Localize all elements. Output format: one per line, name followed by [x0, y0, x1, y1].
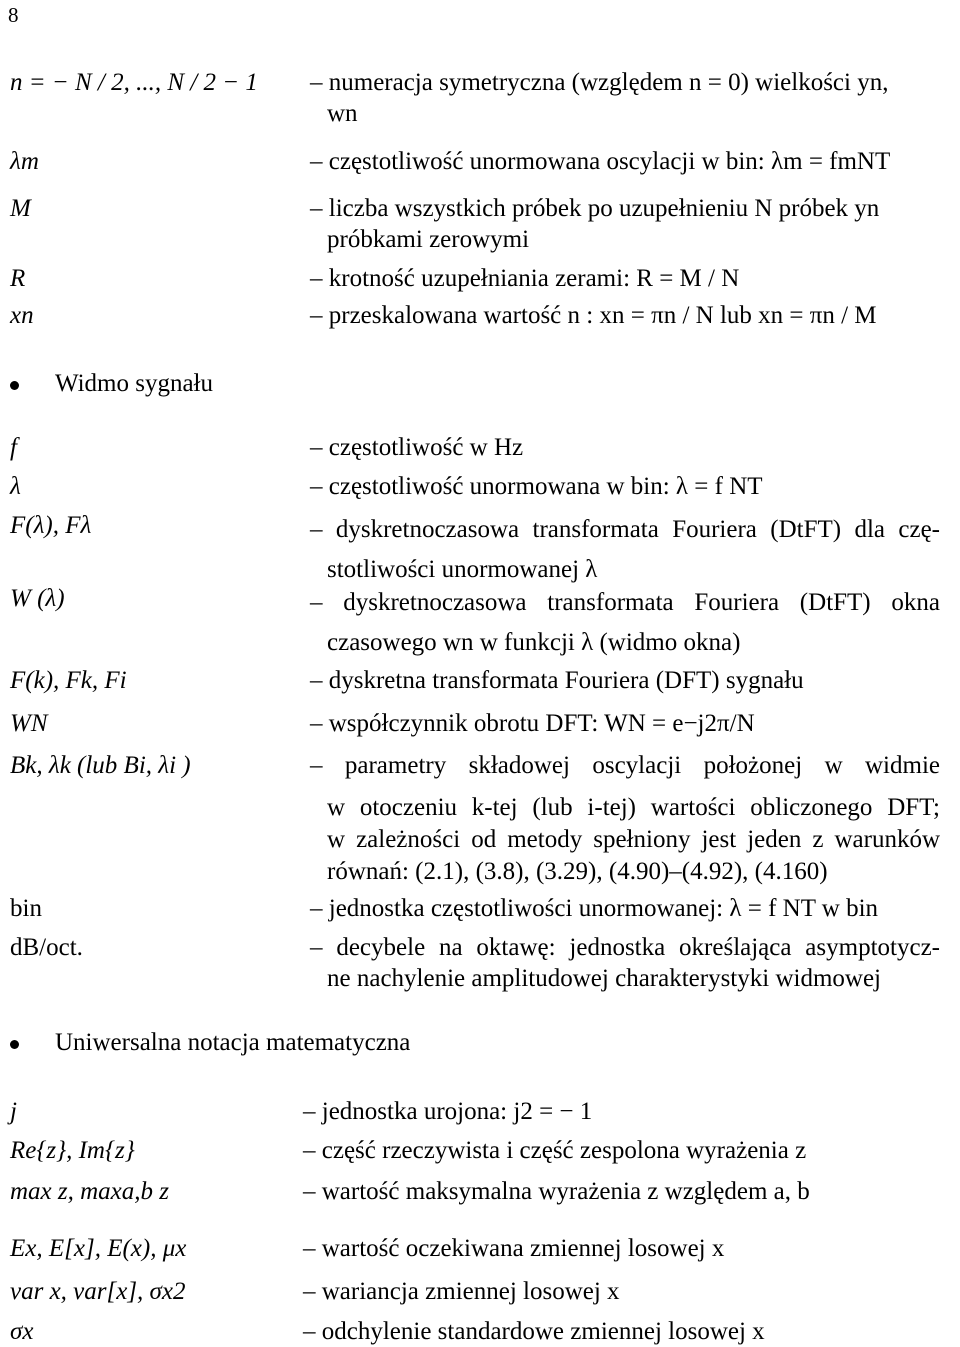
description	[310, 708, 940, 739]
symbol: n = − N / 2, ..., N / 2 − 1	[10, 69, 258, 96]
description	[310, 432, 940, 463]
description-line: – decybele na oktawę: jednostka określająca asymptotycz-	[310, 934, 940, 961]
symbol: λm	[10, 148, 39, 175]
description-line: – jednostka częstotliwości unormowanej: λ = f NT w bin	[310, 895, 879, 922]
symbol: F(k), Fk, Fi	[10, 667, 127, 694]
description-line: – dyskretnoczasowa transformata Fouriera (DtFT) dla czę-	[310, 516, 940, 543]
description	[303, 1176, 940, 1207]
description-line: stotliwości unormowanej λ	[327, 556, 598, 583]
description-line: w otoczeniu k-tej (lub i-tej) wartości obliczonego DFT;	[327, 794, 940, 821]
section-title: Widmo sygnału	[55, 370, 214, 397]
description	[303, 1233, 940, 1264]
description	[303, 1135, 940, 1166]
symbol: W (λ)	[10, 585, 65, 612]
symbol: M	[10, 195, 31, 222]
description-line: – dyskretnoczasowa transformata Fouriera (DtFT) okna	[310, 589, 940, 616]
description-line: próbkami zerowymi	[327, 226, 530, 254]
section-title: Uniwersalna notacja matematyczna	[55, 1029, 411, 1056]
description	[303, 1316, 940, 1347]
symbol: xn	[10, 302, 34, 329]
description-line: – odchylenie standardowe zmiennej losowej x	[303, 1318, 765, 1345]
symbol: var x, var[x], σx2	[10, 1278, 186, 1305]
description-line: – jednostka urojona: j2 = − 1	[303, 1098, 593, 1125]
description-line: wn	[327, 100, 358, 128]
description-line: równań: (2.1), (3.8), (3.29), (4.90)–(4.92), (4.160)	[327, 858, 828, 885]
description-line: – wariancja zmiennej losowej x	[303, 1278, 620, 1305]
symbol: j	[10, 1098, 17, 1125]
description-line: ne nachylenie amplitudowej charakterystyki widmowej	[327, 965, 881, 992]
description-line: – krotność uzupełniania zerami: R = M / N	[310, 265, 740, 292]
description	[310, 67, 940, 130]
symbol: max z, maxa,b z	[10, 1178, 170, 1205]
description-line: – wartość oczekiwana zmiennej losowej x	[303, 1235, 725, 1262]
symbol: dB/oct.	[10, 934, 83, 961]
description-line: czasowego wn w funkcji λ (widmo okna)	[327, 629, 741, 656]
description	[310, 471, 940, 502]
description	[310, 893, 940, 924]
symbol: F(λ), Fλ	[10, 512, 92, 539]
description-line: – część rzeczywista i część zespolona wyrażenia z	[303, 1137, 807, 1164]
description-line: – numeracja symetryczna (względem n = 0) wielkości yn,	[310, 69, 889, 96]
symbol: Ex, E[x], E(x), μx	[10, 1235, 187, 1262]
description	[310, 146, 940, 177]
description	[303, 1276, 940, 1307]
page-number: 8	[8, 3, 19, 27]
description-line: – częstotliwość unormowana w bin: λ = f NT	[310, 473, 763, 500]
description	[310, 263, 940, 294]
description-line: – dyskretna transformata Fouriera (DFT) sygnału	[310, 667, 804, 694]
symbol: λ	[10, 473, 21, 500]
description-line: – parametry składowej oscylacji położonej w widmie	[310, 752, 940, 779]
section-heading	[10, 368, 213, 399]
bullet-icon	[10, 381, 19, 390]
description	[310, 510, 940, 590]
description	[310, 750, 940, 888]
description	[310, 665, 940, 696]
bullet-icon	[10, 1040, 19, 1049]
description-line: – częstotliwość unormowana oscylacji w bin: λm = fmNT	[310, 148, 891, 175]
symbol: bin	[10, 895, 42, 922]
symbol: σx	[10, 1318, 34, 1345]
description-line: – liczba wszystkich próbek po uzupełnieniu N próbek yn	[310, 195, 880, 222]
symbol: f	[10, 434, 17, 461]
description	[303, 1096, 940, 1127]
description-line: – współczynnik obrotu DFT: WN = e−j2π/N	[310, 710, 755, 737]
symbol: WN	[10, 710, 48, 737]
description-line: – przeskalowana wartość n : xn = πn / N lub xn = πn / M	[310, 302, 877, 329]
description	[310, 193, 940, 256]
symbol: Re{z}, Im{z}	[10, 1137, 135, 1164]
description	[310, 932, 940, 994]
section-heading	[10, 1027, 410, 1058]
description-line: – wartość maksymalna wyrażenia z względem a, b	[303, 1178, 810, 1205]
description	[310, 583, 940, 663]
symbol: R	[10, 265, 26, 292]
definition-row	[10, 67, 940, 137]
description	[310, 300, 940, 331]
symbol: Bk, λk (lub Bi, λi )	[10, 752, 191, 779]
description-line: – częstotliwość w Hz	[310, 434, 524, 461]
description-line: w zależności od metody spełniony jest jeden z warunków	[327, 826, 940, 853]
